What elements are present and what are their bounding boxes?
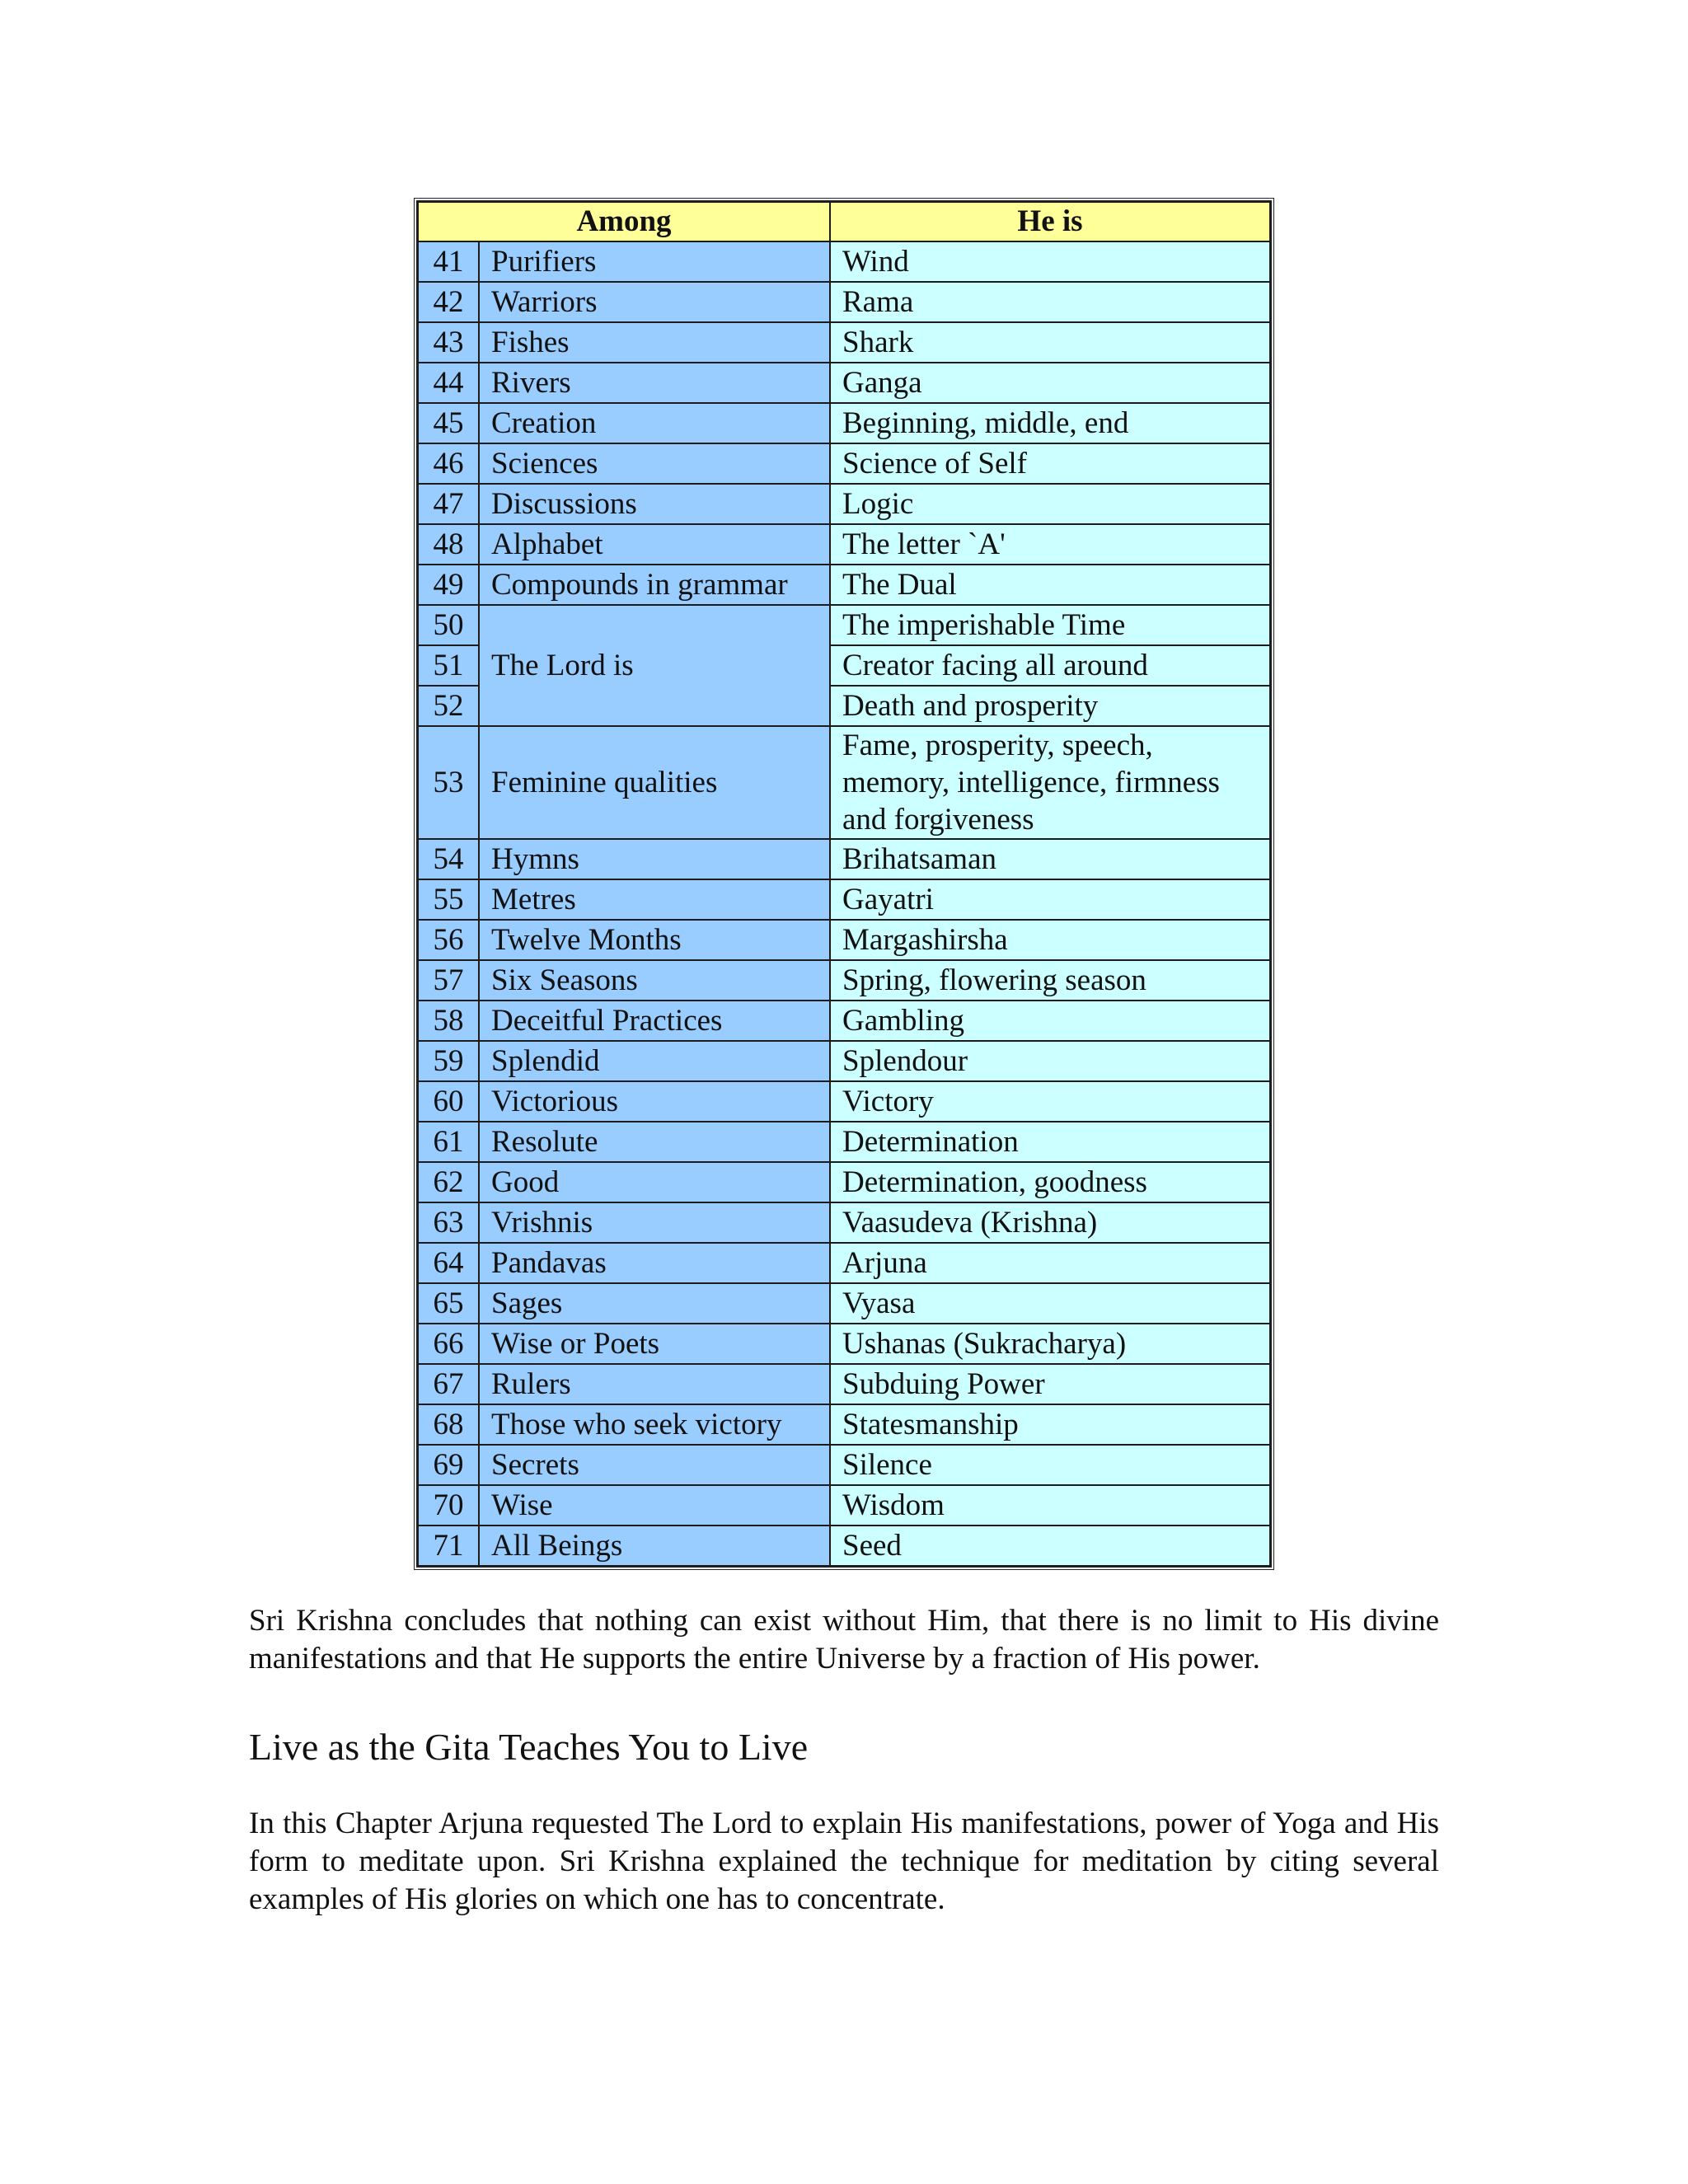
- he-is-cell: Wisdom: [830, 1485, 1270, 1526]
- table-row: [418, 1081, 1270, 1122]
- among-cell: Creation: [479, 403, 830, 443]
- row-number: 57: [418, 960, 479, 1001]
- table-row: [418, 403, 1270, 443]
- row-number: 53: [418, 726, 479, 839]
- he-is-cell: Determination, goodness: [830, 1162, 1270, 1202]
- he-is-cell: Vaasudeva (Krishna): [830, 1202, 1270, 1243]
- row-number: 49: [418, 565, 479, 605]
- he-is-cell: Victory: [830, 1081, 1270, 1122]
- table-row: [418, 1404, 1270, 1445]
- among-cell: Deceitful Practices: [479, 1001, 830, 1041]
- table-row: [418, 879, 1270, 920]
- row-number: 47: [418, 484, 479, 524]
- table-body: [418, 241, 1270, 1566]
- among-cell: Purifiers: [479, 241, 830, 282]
- table-row: [418, 1162, 1270, 1202]
- row-number: 60: [418, 1081, 479, 1122]
- he-is-cell: Gayatri: [830, 879, 1270, 920]
- he-is-cell: Seed: [830, 1526, 1270, 1566]
- among-cell: Feminine qualities: [479, 726, 830, 839]
- manifestations-table: [417, 201, 1271, 1567]
- he-is-cell: Statesmanship: [830, 1404, 1270, 1445]
- table-row: [418, 1001, 1270, 1041]
- he-is-cell: Margashirsha: [830, 920, 1270, 960]
- row-number: 55: [418, 879, 479, 920]
- table-row: [418, 960, 1270, 1001]
- row-number: 58: [418, 1001, 479, 1041]
- among-cell: Wise or Poets: [479, 1324, 830, 1364]
- he-is-cell: The Dual: [830, 565, 1270, 605]
- row-number: 46: [418, 443, 479, 484]
- table-row: [418, 1122, 1270, 1162]
- he-is-cell: Death and prosperity: [830, 686, 1270, 726]
- among-cell: Metres: [479, 879, 830, 920]
- he-is-cell: Creator facing all around: [830, 645, 1270, 686]
- he-is-cell: Spring, flowering season: [830, 960, 1270, 1001]
- row-number: 68: [418, 1404, 479, 1445]
- table-row: [418, 241, 1270, 282]
- conclusion-paragraph: Sri Krishna concludes that nothing can exist without Him, that there is no limit to His divine manifestations and that He supports the entire Universe by a fraction of His power.: [249, 1604, 1439, 1675]
- table-row: [418, 1324, 1270, 1364]
- he-is-cell: Determination: [830, 1122, 1270, 1162]
- among-cell: Splendid: [479, 1041, 830, 1081]
- he-is-cell: Gambling: [830, 1001, 1270, 1041]
- row-number: 41: [418, 241, 479, 282]
- among-cell: Victorious: [479, 1081, 830, 1122]
- table-row: [418, 363, 1270, 403]
- row-number: 43: [418, 322, 479, 363]
- row-number: 67: [418, 1364, 479, 1404]
- table-row: [418, 1526, 1270, 1566]
- table-row: [418, 726, 1270, 839]
- row-number: 63: [418, 1202, 479, 1243]
- among-cell: Six Seasons: [479, 960, 830, 1001]
- table-row: [418, 920, 1270, 960]
- row-number: 44: [418, 363, 479, 403]
- row-number: 54: [418, 839, 479, 879]
- table-row: [418, 1202, 1270, 1243]
- among-cell: Alphabet: [479, 524, 830, 565]
- table-row: [418, 565, 1270, 605]
- table-row: [418, 1364, 1270, 1404]
- among-cell: Those who seek victory: [479, 1404, 830, 1445]
- among-cell: Rulers: [479, 1364, 830, 1404]
- header-among: Among: [418, 202, 830, 241]
- table-row: [418, 1243, 1270, 1283]
- table-row: [418, 605, 1270, 645]
- row-number: 65: [418, 1283, 479, 1324]
- row-number: 56: [418, 920, 479, 960]
- table-row: [418, 1041, 1270, 1081]
- vibhuti-table: [414, 198, 1274, 1570]
- among-cell: Hymns: [479, 839, 830, 879]
- table-row: [418, 1445, 1270, 1485]
- he-is-cell: Subduing Power: [830, 1364, 1270, 1404]
- table-row: [418, 322, 1270, 363]
- chapter-summary-paragraph: In this Chapter Arjuna requested The Lord to explain His manifestations, power of Yoga and His form to meditate upon. Sri Krishna explained the technique for meditation by citing several examples of His glories on which one has to concentrate.: [249, 1807, 1439, 1916]
- he-is-cell: Brihatsaman: [830, 839, 1270, 879]
- table-row: [418, 839, 1270, 879]
- he-is-cell: Ganga: [830, 363, 1270, 403]
- row-number: 51: [418, 645, 479, 686]
- among-cell: Compounds in grammar: [479, 565, 830, 605]
- table-row: [418, 443, 1270, 484]
- row-number: 61: [418, 1122, 479, 1162]
- row-number: 62: [418, 1162, 479, 1202]
- he-is-cell: Shark: [830, 322, 1270, 363]
- he-is-cell: Splendour: [830, 1041, 1270, 1081]
- among-cell: Fishes: [479, 322, 830, 363]
- among-cell: Sages: [479, 1283, 830, 1324]
- among-cell: All Beings: [479, 1526, 830, 1566]
- he-is-cell: Arjuna: [830, 1243, 1270, 1283]
- among-cell: Pandavas: [479, 1243, 830, 1283]
- he-is-cell: Silence: [830, 1445, 1270, 1485]
- table-row: [418, 484, 1270, 524]
- among-cell: Rivers: [479, 363, 830, 403]
- table-row: [418, 1283, 1270, 1324]
- row-number: 66: [418, 1324, 479, 1364]
- he-is-cell: Wind: [830, 241, 1270, 282]
- among-cell: Twelve Months: [479, 920, 830, 960]
- he-is-cell: Rama: [830, 282, 1270, 322]
- table-header-row: [418, 202, 1270, 241]
- among-cell: Secrets: [479, 1445, 830, 1485]
- row-number: 50: [418, 605, 479, 645]
- row-number: 48: [418, 524, 479, 565]
- among-cell: Wise: [479, 1485, 830, 1526]
- he-is-cell: Science of Self: [830, 443, 1270, 484]
- row-number: 70: [418, 1485, 479, 1526]
- among-cell: Warriors: [479, 282, 830, 322]
- row-number: 69: [418, 1445, 479, 1485]
- he-is-cell: The imperishable Time: [830, 605, 1270, 645]
- among-cell: Resolute: [479, 1122, 830, 1162]
- among-cell: Discussions: [479, 484, 830, 524]
- header-he-is: He is: [830, 202, 1270, 241]
- among-cell: Sciences: [479, 443, 830, 484]
- row-number: 71: [418, 1526, 479, 1566]
- among-cell: Good: [479, 1162, 830, 1202]
- among-cell: The Lord is: [479, 605, 830, 726]
- table-row: [418, 282, 1270, 322]
- he-is-cell: Fame, prosperity, speech, memory, intelligence, firmness and forgiveness: [830, 726, 1270, 839]
- table-row: [418, 524, 1270, 565]
- section-heading: Live as the Gita Teaches You to Live: [249, 1726, 809, 1768]
- he-is-cell: Ushanas (Sukracharya): [830, 1324, 1270, 1364]
- row-number: 59: [418, 1041, 479, 1081]
- row-number: 45: [418, 403, 479, 443]
- row-number: 64: [418, 1243, 479, 1283]
- row-number: 42: [418, 282, 479, 322]
- among-cell: Vrishnis: [479, 1202, 830, 1243]
- he-is-cell: The letter `A': [830, 524, 1270, 565]
- he-is-cell: Beginning, middle, end: [830, 403, 1270, 443]
- table-row: [418, 1485, 1270, 1526]
- he-is-cell: Logic: [830, 484, 1270, 524]
- row-number: 52: [418, 686, 479, 726]
- he-is-cell: Vyasa: [830, 1283, 1270, 1324]
